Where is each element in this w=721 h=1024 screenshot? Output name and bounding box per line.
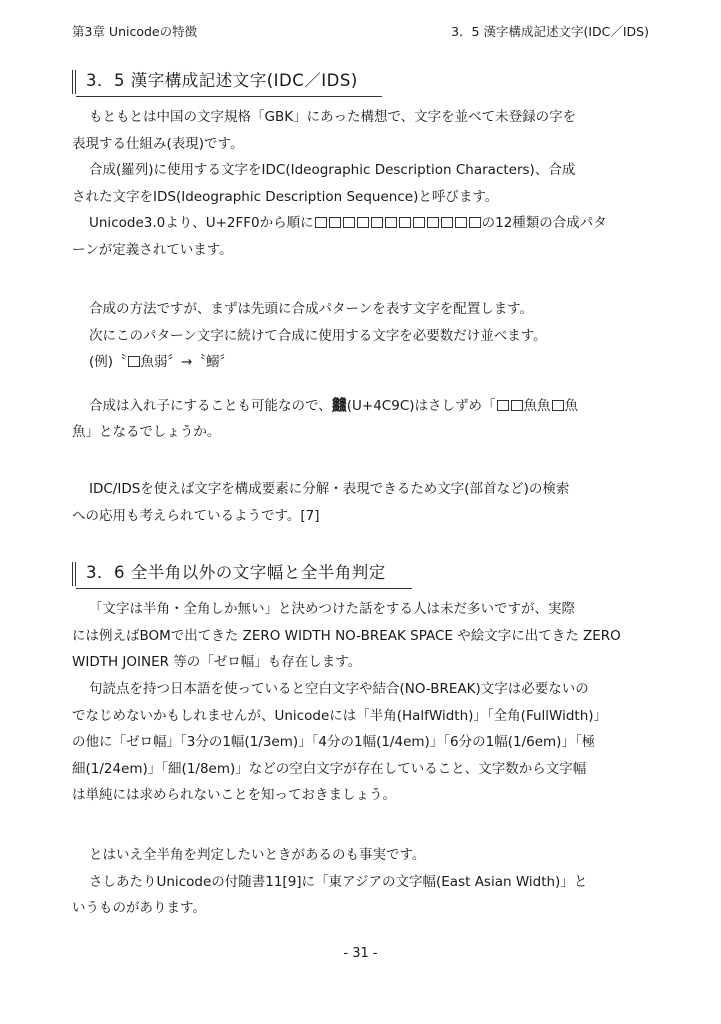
paragraph-idc-ids xyxy=(72,157,652,210)
kanji-glyph: 䲜 xyxy=(331,396,347,414)
heading-underline xyxy=(76,96,382,97)
idc-symbol-icon xyxy=(511,400,523,411)
paragraph-nesting xyxy=(72,392,652,445)
paragraph-search xyxy=(72,476,652,529)
text-span: 魚弱〞→〝鰯〞 xyxy=(140,354,233,370)
paragraph-space-chars xyxy=(72,676,652,809)
text-line: 魚」となるでしょうか。 xyxy=(72,423,221,440)
idc-symbol-icon xyxy=(343,217,355,228)
idc-symbol-icon xyxy=(128,356,140,367)
text-line: 句読点を持つ日本語を使っていると空白文字や結合(NO-BREAK)文字は必要ないの xyxy=(89,681,589,697)
idc-symbol-icon xyxy=(469,217,481,228)
idc-symbol-icon xyxy=(357,217,369,228)
section-label: 3．5 漢字構成記述文字(IDC／IDS) xyxy=(451,24,649,39)
text-span: の12種類の合成パタ xyxy=(481,215,607,231)
paragraph-zero-width xyxy=(72,596,652,676)
text-line xyxy=(72,210,652,237)
text-line: ーンが定義されています。 xyxy=(72,241,233,258)
text-line: 合成の方法ですが、まずは先頭に合成パターンを表す文字を配置します。 xyxy=(89,301,534,317)
text-line: もともとは中国の文字規格「GBK」にあった構想で、文字を並べて未登録の字を xyxy=(89,109,577,125)
text-line: には例えばBOMで出てきた ZERO WIDTH NO-BREAK SPACE や絵文字に出てきた ZERO xyxy=(72,627,621,644)
text-line xyxy=(72,392,652,419)
idc-symbol-icon xyxy=(399,217,411,228)
text-span: 合成は入れ子にすることも可能なので、 xyxy=(89,398,332,414)
running-header xyxy=(72,22,649,42)
heading-underline xyxy=(76,588,412,589)
idc-symbol-icon xyxy=(329,217,341,228)
idc-symbol-icon xyxy=(371,217,383,228)
text-line: とはいえ全半角を判定したいときがあるのも事実です。 xyxy=(89,847,426,863)
text-span: (例)〝 xyxy=(89,354,127,370)
section-title-3-5: 3．5 漢字構成記述文字(IDC／IDS) xyxy=(86,71,358,90)
text-line: 次にこのパターン文字に続けて合成に使用する文字を必要数だけ並べます。 xyxy=(89,327,547,344)
text-span: 魚 xyxy=(564,398,579,414)
idc-symbol-icon xyxy=(441,217,453,228)
text-line: 表現する仕組み(表現)です。 xyxy=(72,135,244,152)
paragraph-unicode30 xyxy=(72,210,652,263)
idc-symbol-icon xyxy=(552,400,564,411)
paragraph-gbk xyxy=(72,104,652,157)
idc-symbol-icon xyxy=(315,217,327,228)
section-heading-3-6 xyxy=(72,562,386,586)
idc-symbol-icon xyxy=(385,217,397,228)
text-line: の他に「ゼロ幅」「3分の1幅(1/3em)」「4分の1幅(1/4em)」「6分の1幅(1/6em)」「極 xyxy=(72,734,596,750)
text-span: (U+4C9C)はさしずめ「 xyxy=(346,398,496,414)
example-line xyxy=(72,349,652,376)
idc-symbol-icon xyxy=(455,217,467,228)
idc-symbols xyxy=(314,215,482,231)
section-heading-3-5 xyxy=(72,70,358,94)
text-line: 細(1/24em)」「細(1/8em)」などの空白文字が存在していること、文字数から文字幅 xyxy=(72,760,587,777)
text-line: 合成(羅列)に使用する文字をIDC(Ideographic Description Characters)、合成 xyxy=(89,162,576,178)
idc-symbol-icon xyxy=(427,217,439,228)
text-line: は単純には求められないことを知っておきましょう。 xyxy=(72,787,396,803)
text-line: 「文字は半角・全角しか無い」と決めつけた話をする人は未だ多いですが、実際 xyxy=(89,601,575,617)
text-line: でなじめないかもしれませんが、Unicodeには「半角(HalfWidth)」「全角(FullWidth)」 xyxy=(72,707,608,724)
text-line: さしあたりUnicodeの付随書11[9]に「東アジアの文字幅(East Asian Width)」と xyxy=(89,873,588,890)
text-line: IDC/IDSを使えば文字を構成要素に分解・表現できるため文字(部首など)の検索 xyxy=(89,481,570,497)
text-line: いうものがあります。 xyxy=(72,900,206,916)
page-number: - 31 - xyxy=(343,946,378,961)
text-span: Unicode3.0より、U+2FF0から順に xyxy=(89,215,314,231)
idc-symbol-icon xyxy=(413,217,425,228)
text-span: 魚魚 xyxy=(523,398,551,414)
idc-symbol-icon xyxy=(497,400,509,411)
section-title-3-6: 3．6 全半角以外の文字幅と全半角判定 xyxy=(86,563,386,582)
text-line: への応用も考えられているようです。[7] xyxy=(72,507,320,524)
paragraph-method xyxy=(72,296,652,376)
paragraph-east-asian-width xyxy=(72,842,652,922)
chapter-label: 第3章 Unicodeの特徴 xyxy=(72,24,198,39)
text-line: された文字をIDS(Ideographic Description Sequence)と呼びます。 xyxy=(72,188,499,205)
text-line: WIDTH JOINER 等の「ゼロ幅」も存在します。 xyxy=(72,654,362,670)
